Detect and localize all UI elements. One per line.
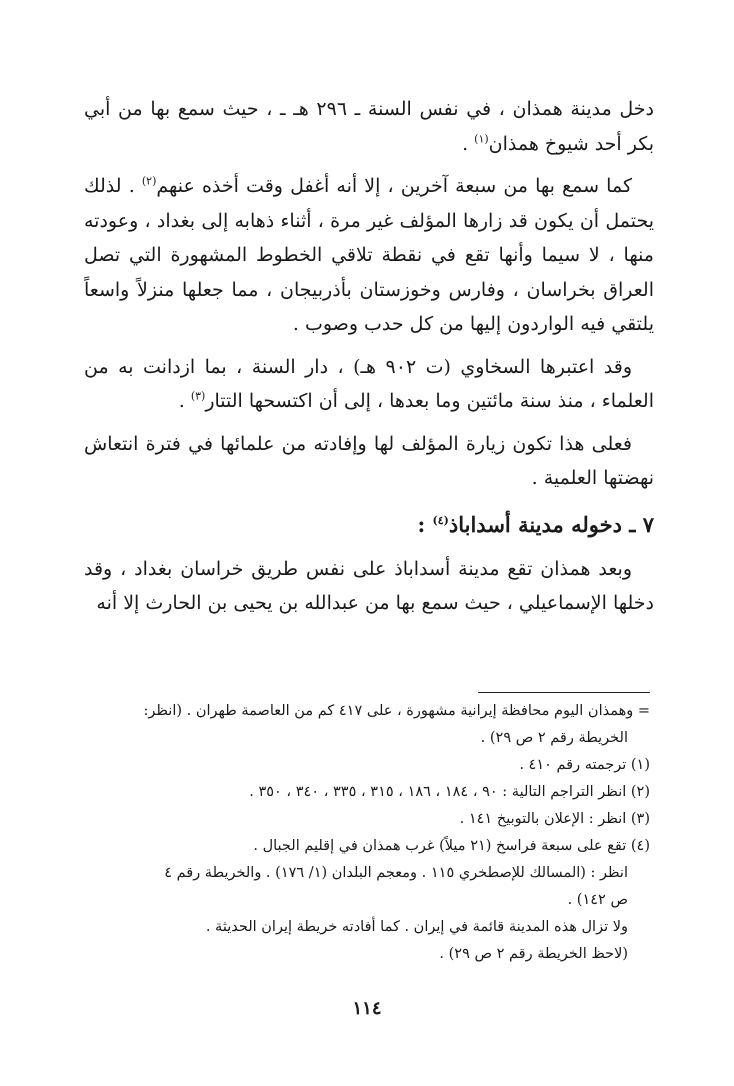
paragraph-text: . لذلك يحتمل أن يكون قد زارها المؤلف غير مرة ، أثناء ذهابه إلى بغداد ، وعودته منها ، لا سيما وأنها تقع في نقطة تلاقي الخطوط المشهورة التي تصل العراق بخراسان ، وفارس وخوزستان بأذربيجان ، مما جعلها منزلاً واسعاً يلتقي فيه الواردون إليها من كل حدب وصوب . xyxy=(84,175,654,335)
footnote-ref: (٤) xyxy=(432,513,449,527)
paragraph xyxy=(84,92,654,161)
footnote-divider xyxy=(478,692,650,693)
paragraph-text: كما سمع بها من سبعة آخرين ، إلا أنه أغفل وقت أخذه عنهم xyxy=(156,175,632,197)
paragraph xyxy=(84,427,654,496)
footnote-line: (١) ترجمته رقم ٤١٠ . xyxy=(519,757,650,773)
footnotes xyxy=(82,698,650,968)
paragraph-text: وبعد همذان تقع مدينة أسداباذ على نفس طريق خراسان بغداد ، وقد دخلها الإسماعيلي ، حيث سمع بها من عبدالله بن يحيى بن الحارث إلا أنه xyxy=(84,557,654,614)
paragraph-text: دخل مدينة همذان ، في نفس السنة ـ ٢٩٦ هـ ـ ، حيث سمع بها من أبي بكر أحد شيوخ همذان xyxy=(84,98,654,155)
footnote-ref: (٣) xyxy=(190,389,206,403)
paragraph-text: . xyxy=(462,132,475,155)
paragraph xyxy=(84,552,654,621)
footnote-line: (لاحظ الخريطة رقم ٢ ص ٢٩) . xyxy=(439,946,628,962)
paragraph-text: وقد اعتبرها السخاوي (ت ٩٠٢ هـ) ، دار السنة ، بما ازدانت به من العلماء ، منذ سنة مائتين وما بعدها ، إلى أن اكتسحها التتار xyxy=(84,355,654,412)
footnote-line: انظر : (المسالك للإصطخري ١١٥ . ومعجم البلدان (١/ ١٧٦) . والخريطة رقم ٤ xyxy=(164,865,628,881)
paragraph-text: . xyxy=(178,390,191,412)
footnote-ref: (٢) xyxy=(141,174,157,188)
main-text xyxy=(84,92,654,629)
paragraph-text: فعلى هذا تكون زيارة المؤلف لها وإفادته من علمائها في فترة انتعاش نهضتها العلمية . xyxy=(84,432,654,489)
footnote-line: ص ١٤٢) . xyxy=(567,892,628,908)
page-number: ١١٤ xyxy=(352,998,382,1019)
paragraph xyxy=(84,169,654,342)
heading-text: : xyxy=(417,511,433,537)
footnote-line: (٤) تقع على سبعة فراسخ (٢١ ميلاً) غرب همذان في إقليم الجبال . xyxy=(253,838,650,854)
heading-text: ٧ ـ دخوله مدينة أسداباذ xyxy=(448,511,654,537)
footnote-ref: (١) xyxy=(474,132,489,146)
paragraph xyxy=(84,350,654,419)
footnote-line: (٣) انظر : الإعلان بالتوبيخ ١٤١ . xyxy=(459,811,650,827)
footnote-line: = وهمذان اليوم محافظة إيرانية مشهورة ، على ٤١٧ كم من العاصمة طهران . (انظر: xyxy=(143,703,650,719)
footnote-line: ولا تزال هذه المدينة قائمة في إيران . كما أفادته خريطة إيران الحديثة . xyxy=(205,919,628,935)
footnote-line: الخريطة رقم ٢ ص ٢٩) . xyxy=(480,730,628,746)
footnote-line: (٢) انظر التراجم التالية : ٩٠ ، ١٨٤ ، ١٨٦ ، ٣١٥ ، ٣٣٥ ، ٣٤٠ ، ٣٥٠ . xyxy=(249,784,650,800)
section-heading xyxy=(84,508,654,542)
